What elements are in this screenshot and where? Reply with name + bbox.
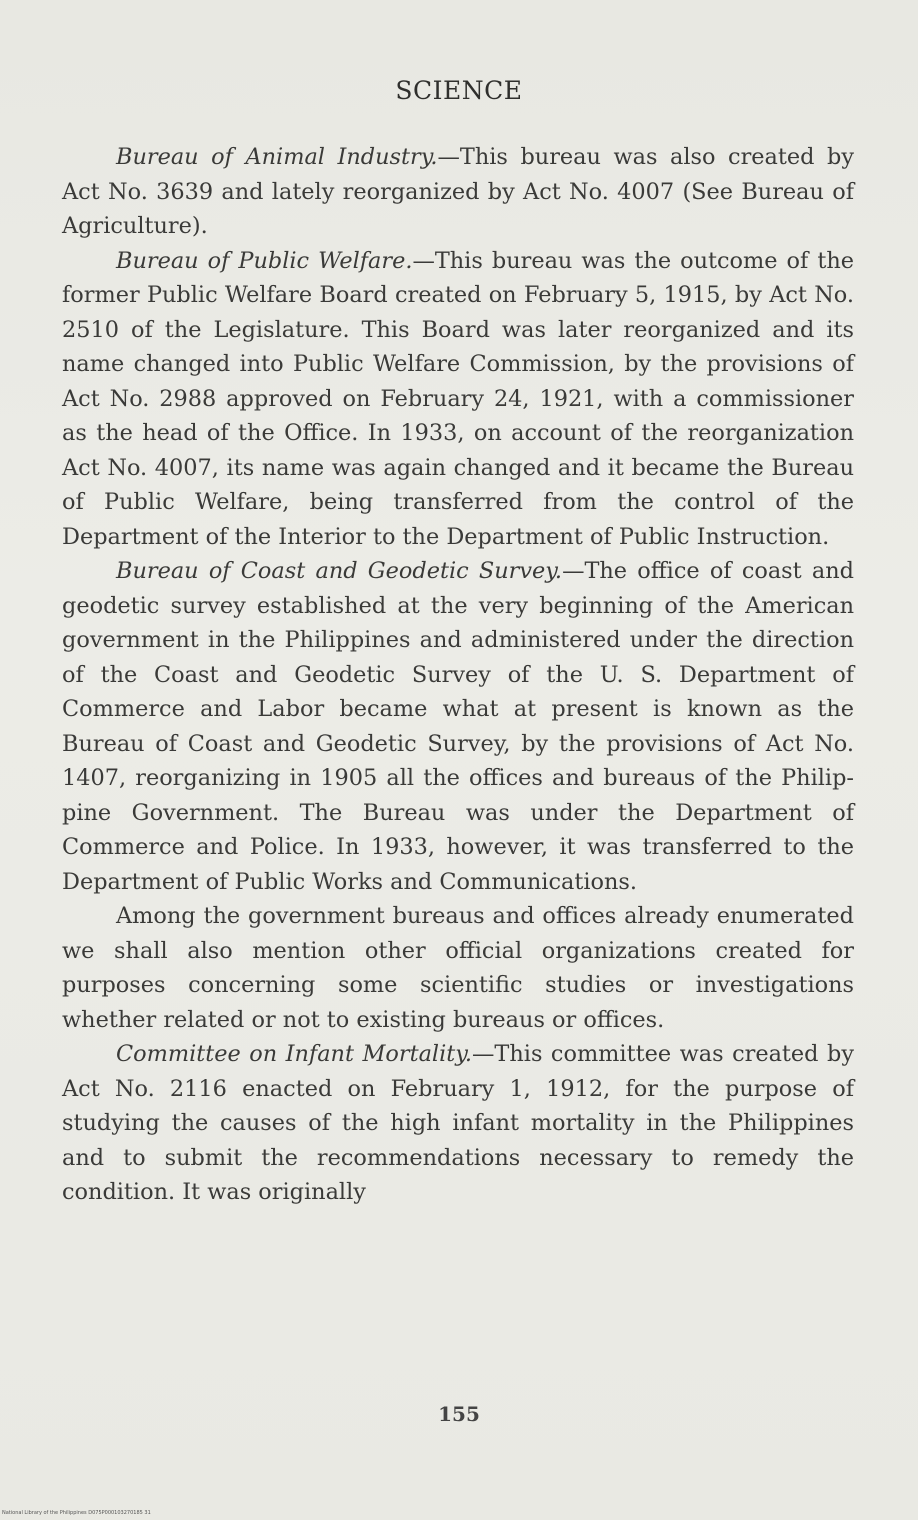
paragraph-coast-geodetic: [62, 554, 854, 899]
body-text: [62, 140, 854, 1210]
library-watermark: National Library of the Philippines D075P000103270185 31: [2, 1510, 151, 1516]
page-number: 155: [438, 1402, 480, 1426]
paragraph-text: Among the government bureaus and offices already enumerated we shall also mention other official organizations created for purposes concerning some scientific studies or investigations whether related or not to existing bureaus or offices.: [62, 903, 854, 1033]
page-header: SCIENCE: [395, 76, 523, 105]
paragraph-text: —This bureau was also created by Act No. 3639 and lately reorganized by Act No. 4007 (See Bureau of Agriculture).: [62, 144, 854, 239]
paragraph-infant-mortality: [62, 1037, 854, 1210]
paragraph-text: —This bureau was the outcome of the former Public Welfare Board created on February 5, 1915, by Act No. 2510 of the Legislature. This Board was later reorganized and its name changed into Public Welfare Commission, by the provisions of Act No. 2988 approved on February 24, 1921, with a commissioner as the head of the Office. In 1933, on account of the reorganization Act No. 4007, its name was again changed and it became the Bureau of Public Welfare, being transferred from the control of the Department of the Interior to the Department of Public Instruction.: [62, 247, 854, 550]
paragraph-text: —This committee was created by Act No. 2116 enacted on February 1, 1912, for the purpose of studying the causes of the high infant mortality in the Philippines and to submit the recommendations necessary to remedy the condition. It was originally: [62, 1041, 854, 1205]
paragraph-other-organizations: [62, 899, 854, 1037]
paragraph-public-welfare: [62, 244, 854, 555]
paragraph-title: Bureau of Coast and Geodetic Survey.: [116, 558, 563, 584]
paragraph-text: —The office of coast and geodetic survey established at the very beginning of the American government in the Philippines and administered under the direction of the Coast and Geodetic Survey of the U. S. Department of Commerce and Labor became what at present is known as the Bureau of Coast and Geodetic Survey, by the provisions of Act No. 1407, reorganizing in 1905 all the offices and bureaus of the Philippine Government. The Bureau was under the Department of Commerce and Police. In 1933, however, it was transferred to the Department of Public Works and Communications.: [62, 558, 854, 895]
paragraph-animal-industry: [62, 140, 854, 244]
paragraph-title: Bureau of Animal Industry.: [116, 144, 438, 170]
paragraph-title: Committee on Infant Mortality.: [116, 1041, 473, 1067]
paragraph-title: Bureau of Public Welfare.: [116, 247, 413, 274]
